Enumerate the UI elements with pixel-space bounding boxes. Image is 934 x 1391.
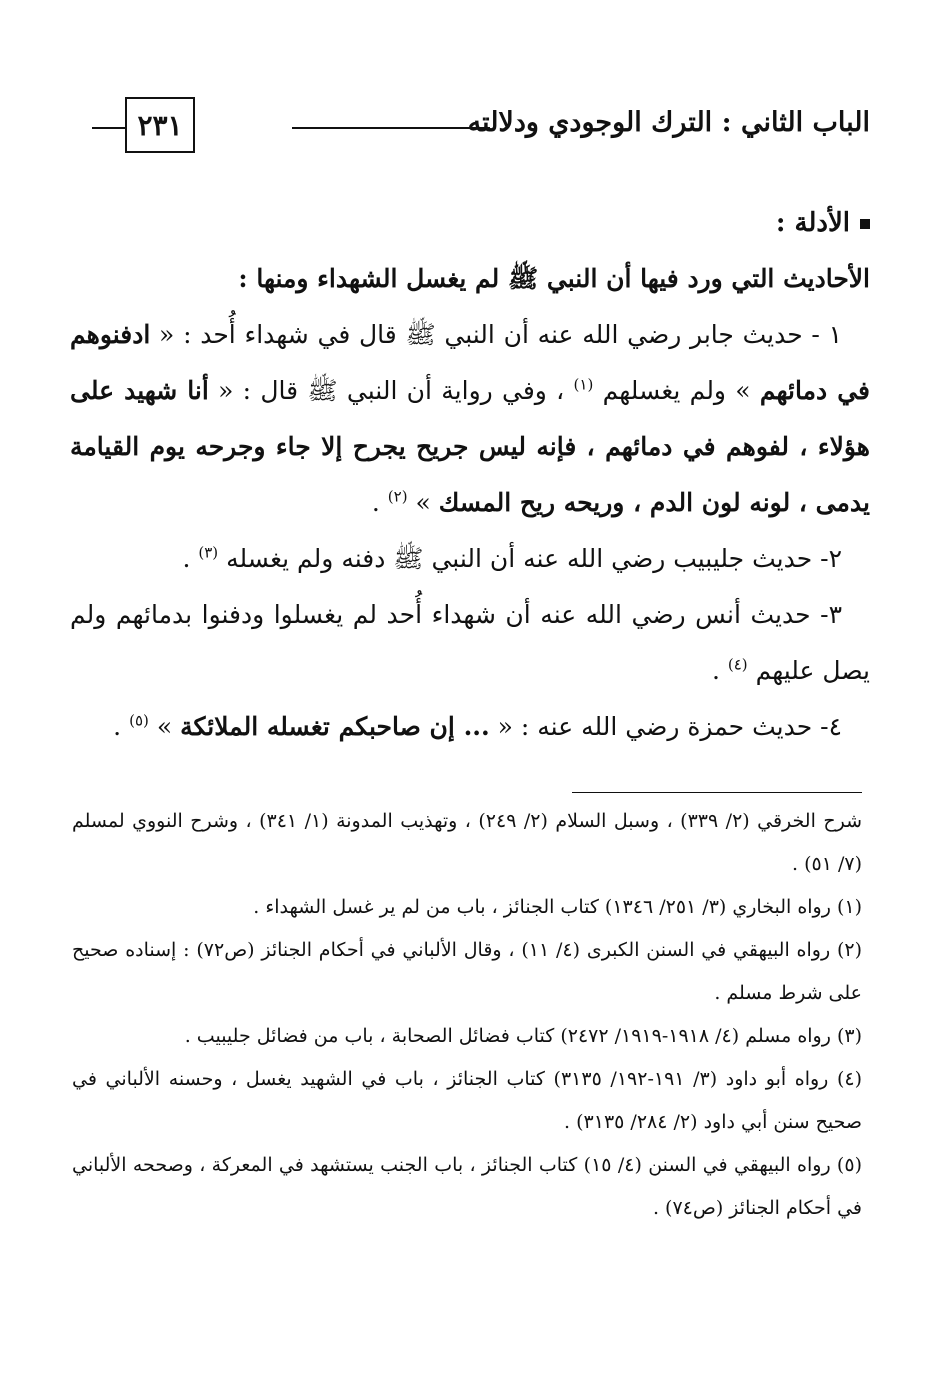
footnotes (72, 800, 862, 1230)
square-bullet-icon (860, 219, 870, 229)
footnote-ref: (٣) (198, 543, 219, 562)
footnote-continuation: شرح الخرقي (٢/ ٣٣٩) ، وسبل السلام (٢/ ٢٤٩) ، وتهذيب المدونة (١/ ٣٤١) ، وشرح النووي لمسلم (٧/ ٥١) . (72, 810, 862, 875)
header-rule (292, 127, 490, 129)
header-rule-left (92, 127, 125, 129)
list-item-1: ١ - حديث جابر رضي الله عنه أن النبي ﷺ قال في شهداء أُحد : « ادفنوهم في دمائهم » ولم يغسلهم $^{(١)}$ ، وفي رواية أن النبي ﷺ قال : « أنا شهيد على هؤلاء ، لفوهم في دمائهم ، فإنه ليس جريح يجرح إلا جاء وجرحه يوم القيامة يدمى ، لونه لون الدم ، وريحه ريح المسك » $^{(٢)}$ . (70, 320, 870, 517)
footnote-ref: (٤) (727, 655, 748, 674)
footnote-ref: (٥) (129, 711, 149, 730)
list-item-4: ٤- حديث حمزة رضي الله عنه : « ... إن صاحبكم تغسله الملائكة » $^{(٥)}$ . (113, 711, 842, 741)
footnote-3: (٣) رواه مسلم (٤/ ١٩١٨-١٩١٩/ ٢٤٧٢) كتاب فضائل الصحابة ، باب من فضائل جليبيب . (184, 1025, 862, 1047)
list-item-3: ٣- حديث أنس رضي الله عنه أن شهداء أُحد لم يغسلوا ودفنوا بدمائهم ولم يصل عليهم $^{(٤)}$ . (70, 600, 870, 685)
footnote-ref: (٢) (387, 487, 408, 506)
list-item-2: ٢- حديث جليبيب رضي الله عنه أن النبي ﷺ دفنه ولم يغسله $^{(٣)}$ . (182, 543, 842, 573)
footnote-separator (572, 792, 862, 793)
main-text (70, 195, 870, 755)
chapter-title: الباب الثاني : الترك الوجودي ودلالته (467, 107, 870, 138)
page-number: ٢٣١ (125, 97, 195, 153)
intro-paragraph: الأحاديث التي ورد فيها أن النبي ﷺ لم يغسل الشهداء ومنها : (238, 264, 870, 293)
footnote-4: (٤) رواه أبو داود (٣/ ١٩١-١٩٢/ ٣١٣٥) كتاب الجنائز ، باب في الشهيد يغسل ، وحسنه الألباني في صحيح سنن أبي داود (٢/ ٢٨٤/ ٣١٣٥) . (72, 1068, 863, 1133)
footnote-5: (٥) رواه البيهقي في السنن (٤/ ١٥) كتاب الجنائز ، باب الجنب يستشهد في المعركة ، وصححه الألباني في أحكام الجنائز (ص٧٤) . (72, 1154, 862, 1219)
footnote-1: (١) رواه البخاري (٣/ ٢٥١/ ١٣٤٦) كتاب الجنائز ، باب من لم ير غسل الشهداء . (253, 896, 862, 918)
footnote-2: (٢) رواه البيهقي في السنن الكبرى (٤/ ١١) ، وقال الألباني في أحكام الجنائز (ص٧٢) : إسناده صحيح على شرط مسلم . (72, 939, 862, 1004)
section-heading: الأدلة : (70, 195, 870, 251)
page-header (92, 97, 870, 157)
footnote-ref: (١) (573, 375, 594, 394)
